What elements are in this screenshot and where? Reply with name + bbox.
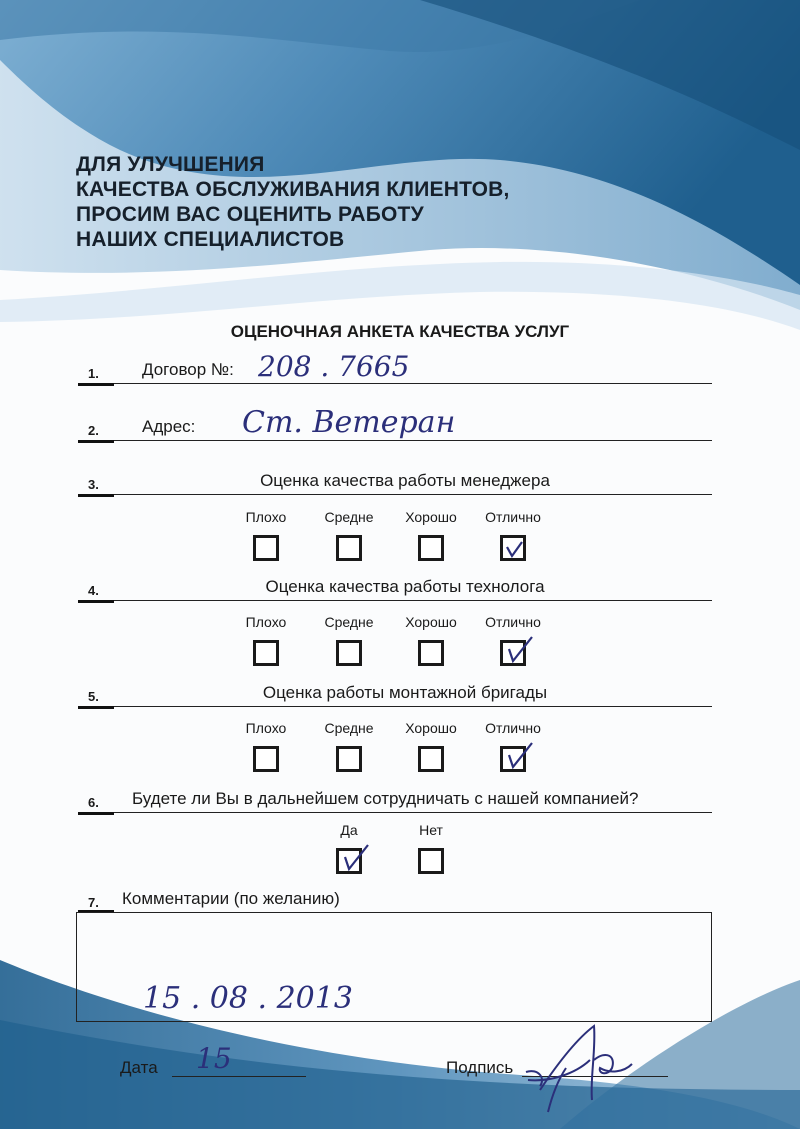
option-poor [226, 614, 306, 671]
option-label: Отлично [485, 614, 541, 630]
checkbox[interactable] [418, 535, 444, 561]
number-underline [78, 383, 114, 386]
field-number: 2. [88, 423, 99, 438]
checkmark-icon [500, 535, 526, 561]
option-yes [309, 822, 389, 879]
field-number: 7. [88, 895, 99, 910]
address-label: Адрес: [142, 417, 196, 436]
heading-line-1: ДЛЯ УЛУЧШЕНИЯ [76, 153, 265, 176]
checkbox[interactable] [418, 640, 444, 666]
option-good [391, 720, 471, 777]
checkbox[interactable] [336, 746, 362, 772]
signature-label: Подпись [446, 1058, 514, 1077]
option-average [309, 720, 389, 777]
option-label: Да [340, 822, 358, 838]
number-underline [78, 812, 114, 815]
question-label: Комментарии (по желанию) [122, 889, 340, 908]
date-label: Дата [120, 1058, 158, 1077]
option-label: Отлично [485, 720, 541, 736]
date-line [172, 1076, 306, 1077]
field-number: 4. [88, 583, 99, 598]
heading-line-4: НАШИХ СПЕЦИАЛИСТОВ [76, 228, 345, 251]
option-good [391, 614, 471, 671]
question-future-cooperation [78, 784, 712, 813]
option-average [309, 509, 389, 566]
question-manager [78, 466, 712, 495]
option-label: Плохо [245, 509, 287, 525]
question-comments [78, 884, 712, 912]
checkbox[interactable] [253, 746, 279, 772]
checkmark-icon [336, 843, 370, 873]
option-label: Средне [324, 720, 374, 736]
option-label: Нет [419, 822, 443, 838]
option-excellent [473, 509, 553, 566]
checkbox[interactable] [253, 640, 279, 666]
question-installation-team [78, 678, 712, 707]
signature[interactable] [520, 1020, 640, 1120]
checkbox[interactable] [253, 535, 279, 561]
number-underline [78, 706, 114, 709]
contract-value[interactable]: 208 . 7665 [258, 350, 410, 383]
number-underline [78, 440, 114, 443]
option-label: Хорошо [405, 720, 457, 736]
question-label: Оценка качества работы технолога [265, 577, 545, 596]
contract-label: Договор №: [142, 360, 234, 379]
question-label: Будете ли Вы в дальнейшем сотрудничать с нашей компанией? [132, 789, 639, 808]
option-label: Хорошо [405, 614, 457, 630]
option-good [391, 509, 471, 566]
field-contract [78, 350, 712, 384]
option-label: Хорошо [405, 509, 457, 525]
page-heading [76, 152, 510, 252]
heading-line-2: КАЧЕСТВА ОБСЛУЖИВАНИЯ КЛИЕНТОВ, [76, 178, 510, 201]
field-number: 1. [88, 366, 99, 381]
field-number: 5. [88, 689, 99, 704]
option-excellent [473, 720, 553, 777]
address-value[interactable]: Ст. Ветеран [242, 405, 456, 440]
number-underline [78, 494, 114, 497]
checkbox[interactable] [336, 535, 362, 561]
checkmark-icon [500, 635, 534, 665]
date-value[interactable]: 15 [196, 1042, 232, 1075]
number-underline [78, 600, 114, 603]
option-no [391, 822, 471, 879]
question-technologist [78, 572, 712, 601]
option-label: Средне [324, 614, 374, 630]
comments-textarea[interactable] [76, 912, 712, 1022]
question-label: Оценка работы монтажной бригады [262, 683, 548, 702]
checkbox-checked[interactable] [500, 535, 526, 561]
checkbox-checked[interactable] [500, 746, 526, 772]
comments-value: 15 . 08 . 2013 [143, 981, 353, 1016]
option-poor [226, 720, 306, 777]
option-label: Плохо [245, 720, 287, 736]
checkmark-icon [500, 741, 534, 771]
field-number: 3. [88, 477, 99, 492]
checkbox[interactable] [418, 746, 444, 772]
option-label: Отлично [485, 509, 541, 525]
checkbox[interactable] [418, 848, 444, 874]
option-label: Средне [324, 509, 374, 525]
form-title: ОЦЕНОЧНАЯ АНКЕТА КАЧЕСТВА УСЛУГ [230, 322, 570, 341]
option-average [309, 614, 389, 671]
option-excellent [473, 614, 553, 671]
checkbox-checked[interactable] [500, 640, 526, 666]
heading-line-3: ПРОСИМ ВАС ОЦЕНИТЬ РАБОТУ [76, 203, 424, 226]
checkbox-checked[interactable] [336, 848, 362, 874]
option-label: Плохо [245, 614, 287, 630]
field-number: 6. [88, 795, 99, 810]
option-poor [226, 509, 306, 566]
field-address [78, 405, 712, 441]
checkbox[interactable] [336, 640, 362, 666]
question-label: Оценка качества работы менеджера [260, 471, 550, 490]
